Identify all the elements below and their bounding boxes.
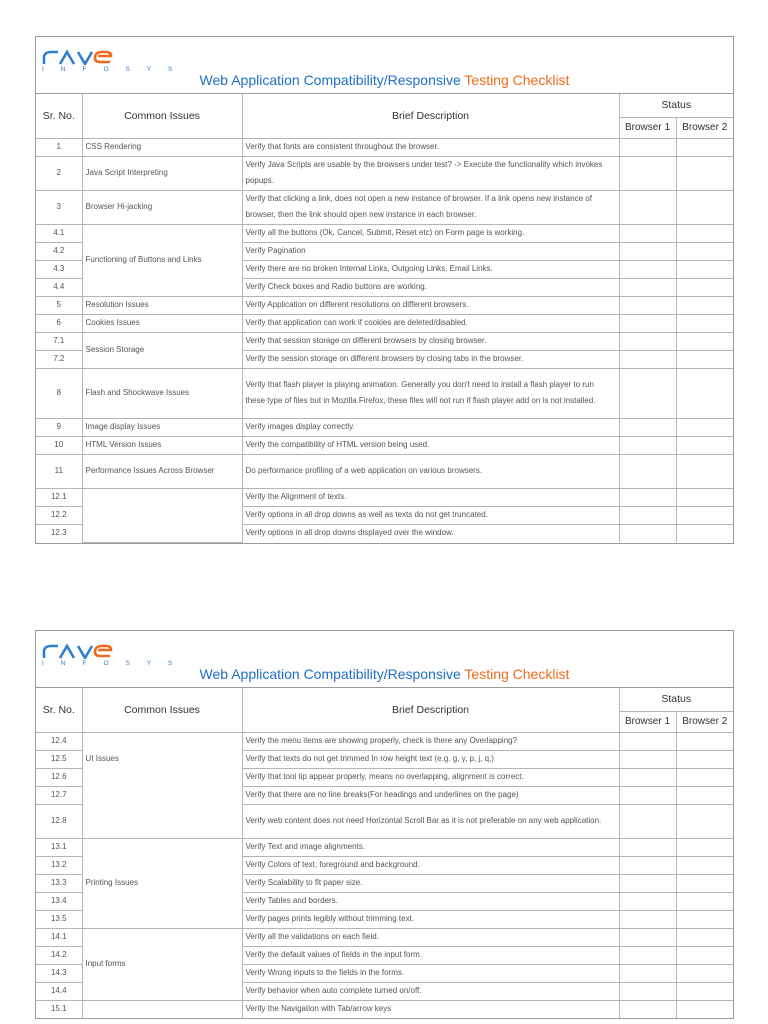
row-description: Verify images display correctly. bbox=[242, 418, 619, 436]
browser-1-status-cell[interactable] bbox=[619, 190, 676, 224]
browser-2-status-cell[interactable] bbox=[676, 946, 733, 964]
row-issue: Resolution Issues bbox=[82, 296, 242, 314]
browser-1-status-cell[interactable] bbox=[619, 964, 676, 982]
browser-2-status-cell[interactable] bbox=[676, 278, 733, 296]
browser-1-status-cell[interactable] bbox=[619, 296, 676, 314]
browser-2-status-cell[interactable] bbox=[676, 224, 733, 242]
row-sno: 12.4 bbox=[36, 732, 82, 750]
browser-2-status-cell[interactable] bbox=[676, 964, 733, 982]
browser-1-status-cell[interactable] bbox=[619, 838, 676, 856]
row-sno: 4.1 bbox=[36, 224, 82, 242]
browser-1-status-cell[interactable] bbox=[619, 454, 676, 488]
browser-2-status-cell[interactable] bbox=[676, 418, 733, 436]
row-sno: 14.1 bbox=[36, 928, 82, 946]
row-sno: 13.2 bbox=[36, 856, 82, 874]
row-sno: 7.1 bbox=[36, 332, 82, 350]
row-description: Verify that clicking a link, does not open a new instance of browser. If a link opens new instance of browser, then the link should open new instance in each browser. bbox=[242, 190, 619, 224]
row-issue: Flash and Shockwave Issues bbox=[82, 368, 242, 418]
browser-1-status-cell[interactable] bbox=[619, 910, 676, 928]
row-sno: 14.4 bbox=[36, 982, 82, 1000]
logo-subtitle: I N F O S Y S bbox=[42, 660, 180, 667]
row-description: Verify web content does not need Horizontal Scroll Bar as it is not preferable on any web application. bbox=[242, 804, 619, 838]
row-sno: 12.6 bbox=[36, 768, 82, 786]
browser-1-status-cell[interactable] bbox=[619, 350, 676, 368]
browser-1-status-cell[interactable] bbox=[619, 332, 676, 350]
row-sno: 10 bbox=[36, 436, 82, 454]
row-sno: 12.5 bbox=[36, 750, 82, 768]
browser-1-status-cell[interactable] bbox=[619, 156, 676, 190]
browser-2-status-cell[interactable] bbox=[676, 750, 733, 768]
page-title bbox=[36, 72, 733, 88]
row-sno: 4.2 bbox=[36, 242, 82, 260]
browser-2-status-cell[interactable] bbox=[676, 190, 733, 224]
browser-1-status-cell[interactable] bbox=[619, 242, 676, 260]
row-description: Verify the Navigation with Tab/arrow keys bbox=[242, 1000, 619, 1018]
row-description: Verify Java Scripts are usable by the browsers under test? -> Execute the functionality which invokes popups. bbox=[242, 156, 619, 190]
row-issue: Browser Hi-jacking bbox=[82, 190, 242, 224]
table-row bbox=[36, 156, 733, 190]
header-common-issues: Common Issues bbox=[82, 688, 242, 732]
checklist-sheet-2 bbox=[35, 630, 734, 1019]
title-part-1: Web Application Compatibility/Responsive bbox=[199, 72, 465, 88]
browser-1-status-cell[interactable] bbox=[619, 436, 676, 454]
row-issue: HTML Version Issues bbox=[82, 436, 242, 454]
row-description: Verify that fonts are consistent throughout the browser. bbox=[242, 138, 619, 156]
row-issue: Image display Issues bbox=[82, 418, 242, 436]
row-issue: Java Script Interpreting bbox=[82, 156, 242, 190]
row-description: Verify that tool tip appear properly, means no overlapping, alignment is correct. bbox=[242, 768, 619, 786]
browser-1-status-cell[interactable] bbox=[619, 786, 676, 804]
browser-2-status-cell[interactable] bbox=[676, 856, 733, 874]
row-description: Verify that session storage on different browsers by closing browser. bbox=[242, 332, 619, 350]
browser-1-status-cell[interactable] bbox=[619, 856, 676, 874]
rave-logo-mark bbox=[42, 49, 128, 65]
browser-2-status-cell[interactable] bbox=[676, 524, 733, 542]
browser-1-status-cell[interactable] bbox=[619, 368, 676, 418]
browser-2-status-cell[interactable] bbox=[676, 296, 733, 314]
row-description: Verify that flash player is playing animation. Generally you don't need to install a flash player to run these type of files but in Mozilla Firefox, these files will not run if flash player add on is not installed. bbox=[242, 368, 619, 418]
browser-1-status-cell[interactable] bbox=[619, 804, 676, 838]
row-description: Verify options in all drop downs displayed over the window. bbox=[242, 524, 619, 542]
row-issue: Printing Issues bbox=[82, 838, 242, 928]
row-issue bbox=[82, 488, 242, 542]
browser-2-status-cell[interactable] bbox=[676, 156, 733, 190]
row-sno: 14.3 bbox=[36, 964, 82, 982]
row-description: Verify Application on different resolutions on different browsers. bbox=[242, 296, 619, 314]
table-row bbox=[36, 928, 733, 946]
browser-2-status-cell[interactable] bbox=[676, 436, 733, 454]
browser-1-status-cell[interactable] bbox=[619, 278, 676, 296]
rave-logo bbox=[42, 49, 180, 73]
row-description: Verify there are no broken Internal Links, Outgoing Links, Email Links. bbox=[242, 260, 619, 278]
rave-logo bbox=[42, 643, 180, 667]
browser-2-status-cell[interactable] bbox=[676, 982, 733, 1000]
browser-1-status-cell[interactable] bbox=[619, 224, 676, 242]
table-row bbox=[36, 732, 733, 750]
row-issue: Input forms bbox=[82, 928, 242, 1000]
row-description: Verify the compatibility of HTML version being used. bbox=[242, 436, 619, 454]
browser-1-status-cell[interactable] bbox=[619, 768, 676, 786]
sheet-header bbox=[36, 37, 733, 94]
browser-2-status-cell[interactable] bbox=[676, 768, 733, 786]
browser-2-status-cell[interactable] bbox=[676, 314, 733, 332]
row-description: Verify that application can work if cookies are deleted/disabled. bbox=[242, 314, 619, 332]
row-issue bbox=[82, 1000, 242, 1018]
table-row bbox=[36, 224, 733, 242]
browser-2-status-cell[interactable] bbox=[676, 350, 733, 368]
row-description: Verify Wrong inputs to the fields in the forms. bbox=[242, 964, 619, 982]
browser-1-status-cell[interactable] bbox=[619, 892, 676, 910]
title-part-2: Testing Checklist bbox=[464, 666, 570, 682]
page-title bbox=[36, 666, 733, 682]
browser-2-status-cell[interactable] bbox=[676, 874, 733, 892]
table-row bbox=[36, 488, 733, 506]
row-description: Verify options in all drop downs as well as texts do not get truncated. bbox=[242, 506, 619, 524]
row-sno: 15.1 bbox=[36, 1000, 82, 1018]
row-description: Verify Text and image alignments. bbox=[242, 838, 619, 856]
browser-2-status-cell[interactable] bbox=[676, 260, 733, 278]
table-row bbox=[36, 454, 733, 488]
browser-1-status-cell[interactable] bbox=[619, 946, 676, 964]
row-description: Verify behavior when auto complete turned on/off. bbox=[242, 982, 619, 1000]
row-sno: 8 bbox=[36, 368, 82, 418]
row-description: Verify the session storage on different browsers by closing tabs in the browser. bbox=[242, 350, 619, 368]
table-row bbox=[36, 190, 733, 224]
browser-1-status-cell[interactable] bbox=[619, 928, 676, 946]
row-sno: 7.2 bbox=[36, 350, 82, 368]
row-description: Verify that there are no line breaks(For headings and underlines on the page) bbox=[242, 786, 619, 804]
header-status: Status bbox=[619, 688, 733, 711]
browser-1-status-cell[interactable] bbox=[619, 138, 676, 156]
browser-2-status-cell[interactable] bbox=[676, 454, 733, 488]
table-row bbox=[36, 332, 733, 350]
row-description: Verify the Alignment of texts. bbox=[242, 488, 619, 506]
rave-logo-mark bbox=[42, 643, 128, 659]
browser-2-status-cell[interactable] bbox=[676, 786, 733, 804]
row-sno: 11 bbox=[36, 454, 82, 488]
browser-2-status-cell[interactable] bbox=[676, 1000, 733, 1018]
table-row bbox=[36, 314, 733, 332]
browser-2-status-cell[interactable] bbox=[676, 892, 733, 910]
browser-2-status-cell[interactable] bbox=[676, 804, 733, 838]
table-row bbox=[36, 436, 733, 454]
header-sr-no: Sr. No. bbox=[36, 94, 82, 138]
table-row bbox=[36, 1000, 733, 1018]
header-browser-2: Browser 2 bbox=[676, 711, 733, 732]
title-part-1: Web Application Compatibility/Responsive bbox=[199, 666, 465, 682]
checklist-sheet-1 bbox=[35, 36, 734, 544]
row-sno: 4.4 bbox=[36, 278, 82, 296]
row-description: Verify all the buttons (Ok, Cancel, Submit, Reset etc) on Form page is working. bbox=[242, 224, 619, 242]
header-browser-2: Browser 2 bbox=[676, 117, 733, 138]
browser-1-status-cell[interactable] bbox=[619, 418, 676, 436]
browser-2-status-cell[interactable] bbox=[676, 928, 733, 946]
logo-subtitle: I N F O S Y S bbox=[42, 66, 180, 73]
row-issue: Functioning of Buttons and Links bbox=[82, 224, 242, 296]
browser-1-status-cell[interactable] bbox=[619, 732, 676, 750]
browser-2-status-cell[interactable] bbox=[676, 138, 733, 156]
table-row bbox=[36, 418, 733, 436]
header-status: Status bbox=[619, 94, 733, 117]
browser-1-status-cell[interactable] bbox=[619, 524, 676, 542]
browser-2-status-cell[interactable] bbox=[676, 488, 733, 506]
browser-2-status-cell[interactable] bbox=[676, 838, 733, 856]
row-sno: 1 bbox=[36, 138, 82, 156]
row-sno: 12.1 bbox=[36, 488, 82, 506]
row-sno: 3 bbox=[36, 190, 82, 224]
table-row bbox=[36, 138, 733, 156]
row-sno: 13.3 bbox=[36, 874, 82, 892]
row-description: Verify pages prints legibly without trimming text. bbox=[242, 910, 619, 928]
header-brief-description: Brief Description bbox=[242, 688, 619, 732]
checklist-table-2 bbox=[36, 688, 733, 1018]
row-sno: 4.3 bbox=[36, 260, 82, 278]
header-brief-description: Brief Description bbox=[242, 94, 619, 138]
browser-2-status-cell[interactable] bbox=[676, 732, 733, 750]
header-common-issues: Common Issues bbox=[82, 94, 242, 138]
header-sr-no: Sr. No. bbox=[36, 688, 82, 732]
header-browser-1: Browser 1 bbox=[619, 117, 676, 138]
checklist-table-1 bbox=[36, 94, 733, 543]
row-sno: 6 bbox=[36, 314, 82, 332]
row-sno: 9 bbox=[36, 418, 82, 436]
browser-1-status-cell[interactable] bbox=[619, 506, 676, 524]
row-description: Verify Scalability to fit paper size. bbox=[242, 874, 619, 892]
row-sno: 12.7 bbox=[36, 786, 82, 804]
browser-1-status-cell[interactable] bbox=[619, 750, 676, 768]
row-sno: 13.1 bbox=[36, 838, 82, 856]
title-part-2: Testing Checklist bbox=[464, 72, 570, 88]
browser-1-status-cell[interactable] bbox=[619, 982, 676, 1000]
row-issue: UI Issues bbox=[82, 732, 242, 838]
row-issue: Performance Issues Across Browser bbox=[82, 454, 242, 488]
row-sno: 14.2 bbox=[36, 946, 82, 964]
table-row bbox=[36, 296, 733, 314]
row-sno: 12.2 bbox=[36, 506, 82, 524]
browser-2-status-cell[interactable] bbox=[676, 910, 733, 928]
row-issue: CSS Rendering bbox=[82, 138, 242, 156]
browser-2-status-cell[interactable] bbox=[676, 332, 733, 350]
row-sno: 13.5 bbox=[36, 910, 82, 928]
browser-2-status-cell[interactable] bbox=[676, 506, 733, 524]
row-description: Verify Tables and borders. bbox=[242, 892, 619, 910]
row-description: Verify that texts do not get trimmed In row height text (e.g. g, y, p, j, q,) bbox=[242, 750, 619, 768]
row-description: Verify all the validations on each field. bbox=[242, 928, 619, 946]
row-sno: 5 bbox=[36, 296, 82, 314]
row-issue: Cookies Issues bbox=[82, 314, 242, 332]
browser-2-status-cell[interactable] bbox=[676, 242, 733, 260]
sheet-header bbox=[36, 631, 733, 688]
row-description: Do performance profiling of a web application on various browsers. bbox=[242, 454, 619, 488]
browser-1-status-cell[interactable] bbox=[619, 488, 676, 506]
row-sno: 2 bbox=[36, 156, 82, 190]
row-issue: Session Storage bbox=[82, 332, 242, 368]
browser-1-status-cell[interactable] bbox=[619, 260, 676, 278]
browser-1-status-cell[interactable] bbox=[619, 314, 676, 332]
row-sno: 12.8 bbox=[36, 804, 82, 838]
row-description: Verify Colors of text, foreground and background. bbox=[242, 856, 619, 874]
table-row bbox=[36, 838, 733, 856]
row-description: Verify Pagination bbox=[242, 242, 619, 260]
browser-1-status-cell[interactable] bbox=[619, 874, 676, 892]
row-description: Verify the default values of fields in the input form. bbox=[242, 946, 619, 964]
table-row bbox=[36, 368, 733, 418]
row-description: Verify Check boxes and Radio buttons are working. bbox=[242, 278, 619, 296]
header-browser-1: Browser 1 bbox=[619, 711, 676, 732]
row-sno: 12.3 bbox=[36, 524, 82, 542]
row-description: Verify the menu items are showing properly, check is there any Overlapping? bbox=[242, 732, 619, 750]
browser-2-status-cell[interactable] bbox=[676, 368, 733, 418]
row-sno: 13.4 bbox=[36, 892, 82, 910]
browser-1-status-cell[interactable] bbox=[619, 1000, 676, 1018]
